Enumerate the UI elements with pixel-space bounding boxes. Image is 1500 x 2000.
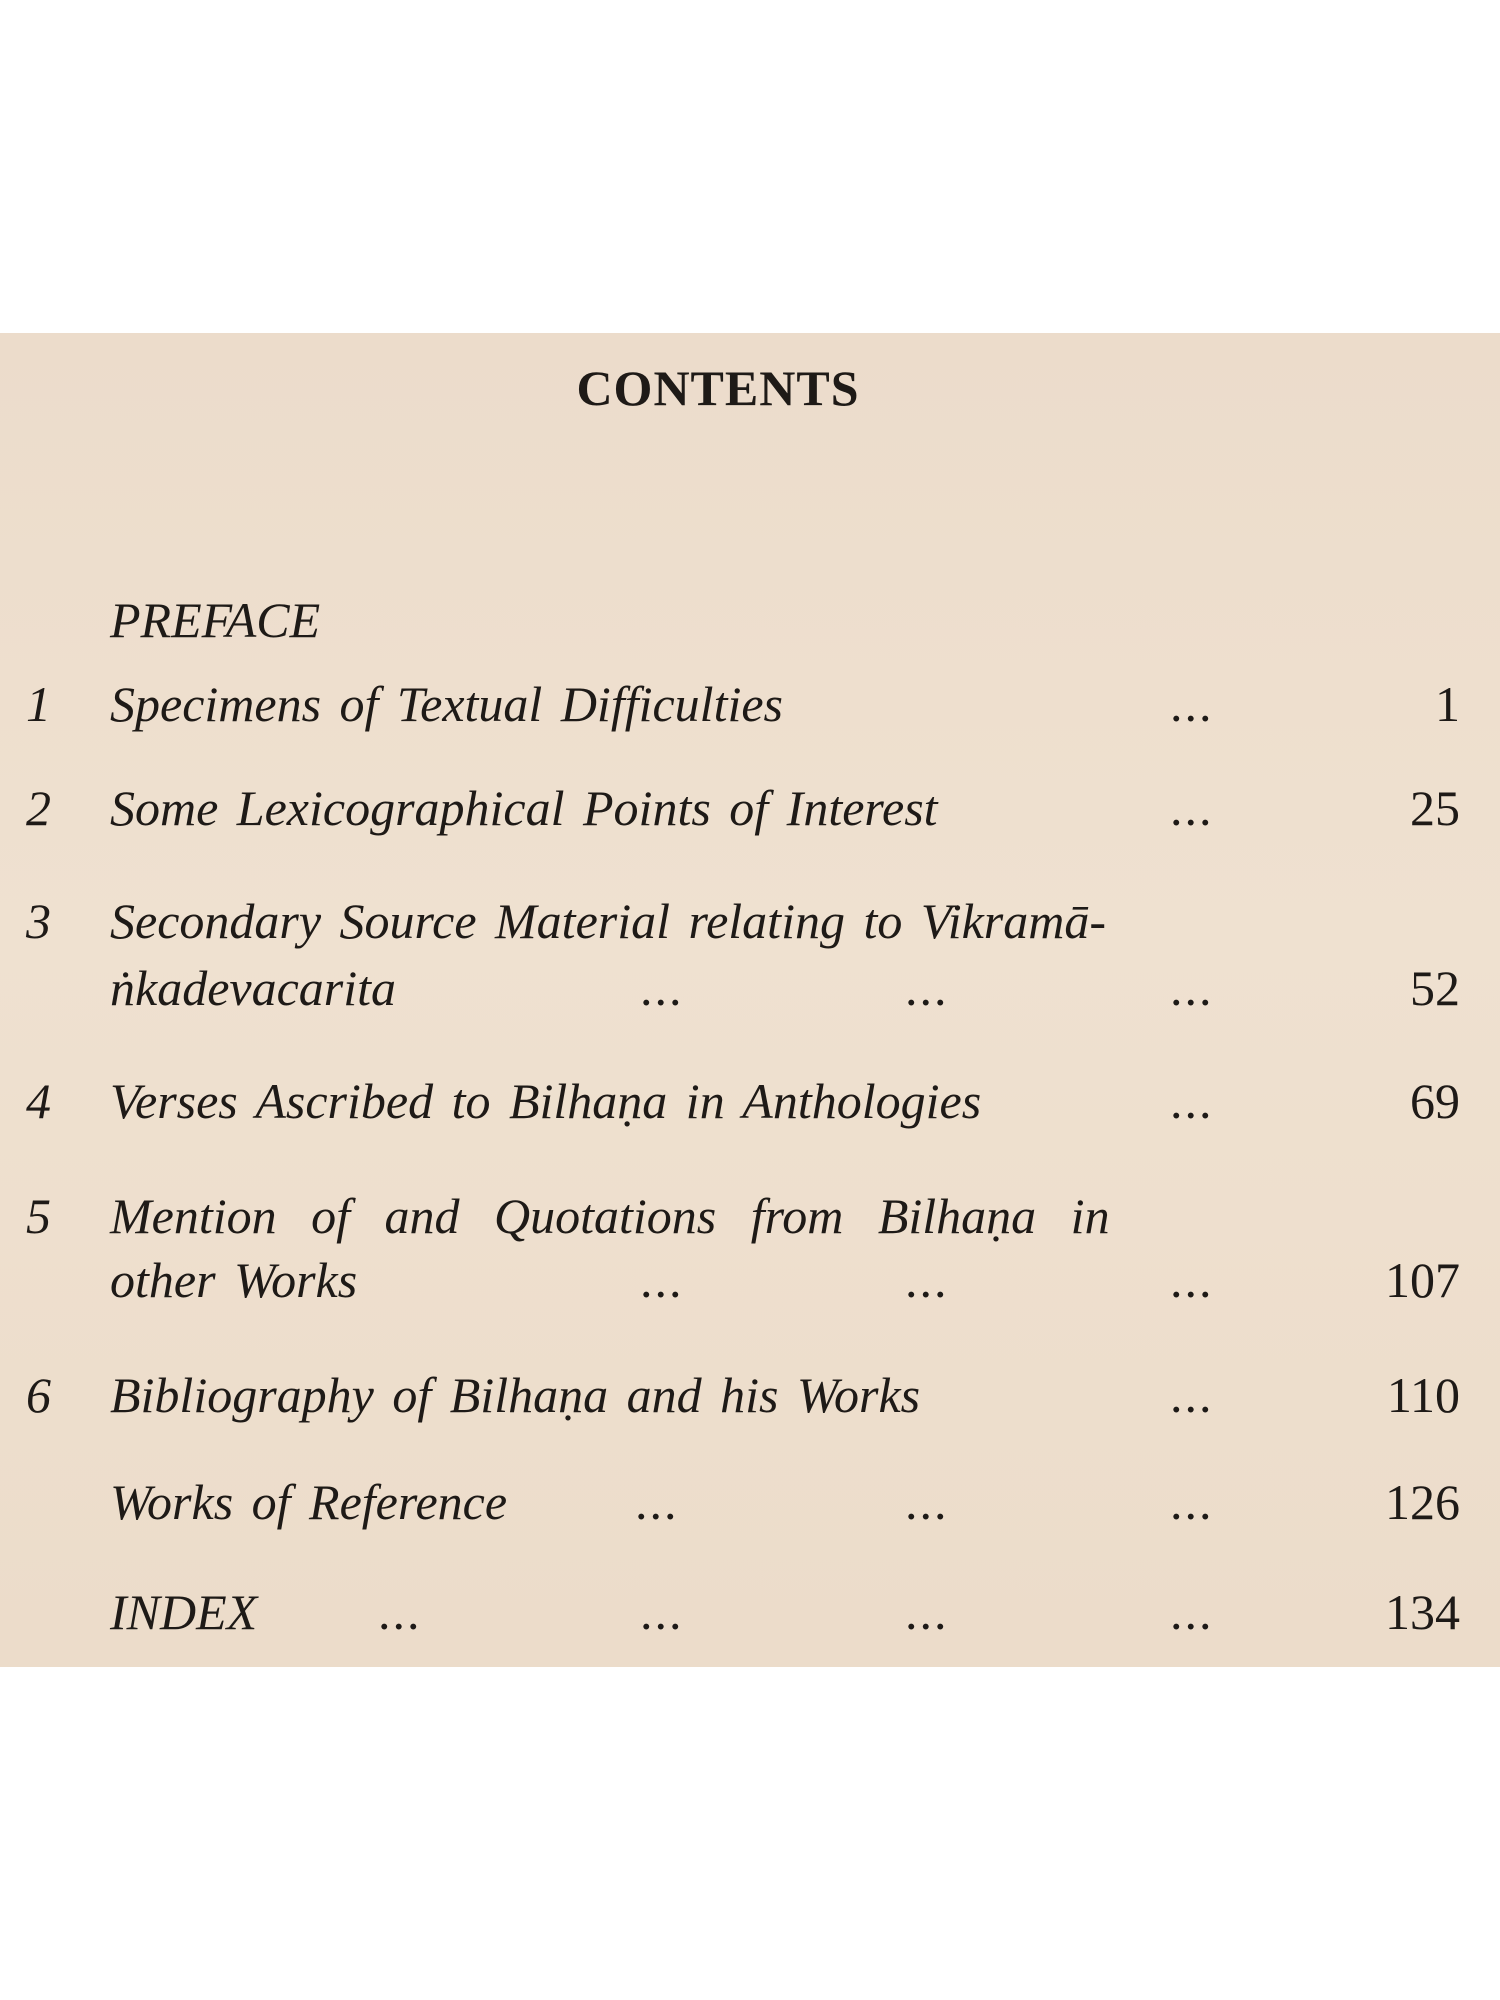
toc-entry-label: Bibliography of Bilhaṇa and his Works bbox=[110, 1367, 921, 1423]
toc-entry-label: Works of Reference bbox=[110, 1474, 508, 1530]
toc-entry-label: Specimens of Textual Difficulties bbox=[110, 676, 784, 732]
toc-entry-label: Mention of and Quotations from Bilhaṇa in bbox=[110, 1188, 1110, 1244]
toc-entry-label-continued: other Works bbox=[110, 1252, 358, 1308]
leader-dots: ... bbox=[1170, 780, 1214, 836]
toc-entry-page: 110 bbox=[1386, 1367, 1460, 1423]
leader-dots: ... bbox=[1170, 1584, 1214, 1640]
toc-entry-number: 2 bbox=[26, 780, 51, 836]
leader-dots: ... bbox=[905, 1584, 949, 1640]
toc-entry-page: 126 bbox=[1385, 1474, 1460, 1530]
toc-entry-page: 52 bbox=[1410, 960, 1460, 1016]
toc-entry-number: 6 bbox=[26, 1367, 51, 1423]
toc-entry-page: 25 bbox=[1410, 780, 1460, 836]
toc-entry-label-continued: ṅkadevacarita bbox=[110, 960, 397, 1016]
toc-entry-label: Secondary Source Material relating to Vikramā- bbox=[110, 893, 1106, 949]
toc-entry-number: 1 bbox=[26, 676, 51, 732]
leader-dots: ... bbox=[1170, 1073, 1214, 1129]
leader-dots: ... bbox=[1170, 1367, 1214, 1423]
contents-page bbox=[0, 333, 1500, 1667]
toc-entry-page: 1 bbox=[1435, 676, 1460, 732]
leader-dots: ... bbox=[905, 1252, 949, 1308]
toc-entry-label: Verses Ascribed to Bilhaṇa in Anthologies bbox=[110, 1073, 982, 1129]
leader-dots: ... bbox=[1170, 1474, 1214, 1530]
toc-entry-page: 69 bbox=[1410, 1073, 1460, 1129]
leader-dots: ... bbox=[905, 1474, 949, 1530]
leader-dots: ... bbox=[640, 1252, 684, 1308]
toc-entry-number: 5 bbox=[26, 1188, 51, 1244]
leader-dots: ... bbox=[1170, 676, 1214, 732]
leader-dots: ... bbox=[1170, 960, 1214, 1016]
leader-dots: ... bbox=[635, 1474, 679, 1530]
toc-entry-page: 134 bbox=[1385, 1584, 1460, 1640]
leader-dots: ... bbox=[1170, 1252, 1214, 1308]
toc-entry-number: 4 bbox=[26, 1073, 51, 1129]
leader-dots: ... bbox=[640, 960, 684, 1016]
toc-entry-number: 3 bbox=[26, 893, 51, 949]
leader-dots: ... bbox=[640, 1584, 684, 1640]
toc-entry-label: PREFACE bbox=[110, 592, 321, 648]
toc-entry-page: 107 bbox=[1385, 1252, 1460, 1308]
toc-entry-label: Some Lexicographical Points of Interest bbox=[110, 780, 938, 836]
leader-dots: ... bbox=[378, 1584, 422, 1640]
page-title: CONTENTS bbox=[576, 360, 860, 416]
leader-dots: ... bbox=[905, 960, 949, 1016]
toc-entry-label: INDEX bbox=[110, 1584, 258, 1640]
